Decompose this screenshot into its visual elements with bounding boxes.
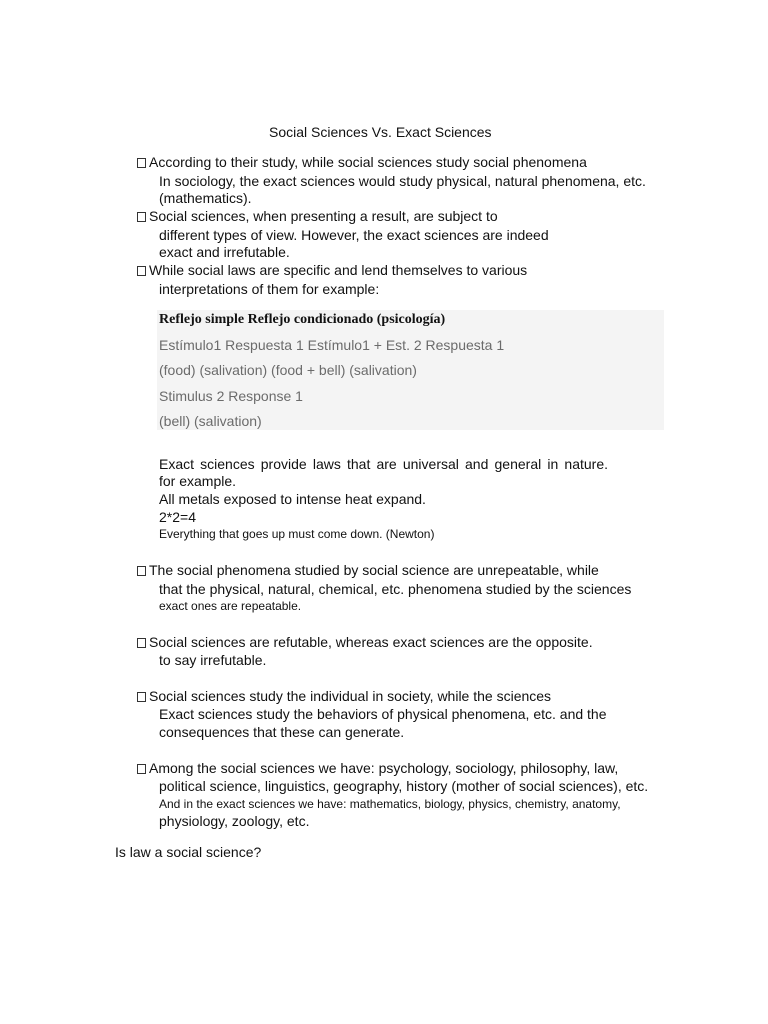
- exact-line-1: Exact sciences provide laws that are universal and general in nature.: [159, 456, 608, 472]
- bullet-3-line-2: interpretations of them for example:: [159, 281, 380, 297]
- bullet-2-line-3: exact and irrefutable.: [159, 244, 290, 260]
- missing-glyph-box-icon: [137, 692, 146, 702]
- bullet-5-line-2: to say irrefutable.: [159, 652, 267, 668]
- bullet-7-line-4: physiology, zoology, etc.: [159, 813, 310, 829]
- missing-glyph-box-icon: [137, 212, 146, 222]
- bullet-6-line-3: consequences that these can generate.: [159, 724, 405, 740]
- exact-line-4: 2*2=4: [159, 509, 196, 525]
- bullet-item-4: [137, 561, 599, 579]
- bullet-2-line-1: Social sciences, when presenting a result, are subject to: [149, 208, 498, 224]
- bullet-6-line-1: Social sciences study the individual in society, while the sciences: [149, 688, 552, 704]
- bullet-7-line-3: And in the exact sciences we have: mathematics, biology, physics, chemistry, anatomy,: [159, 797, 621, 811]
- bullet-item-2: [137, 207, 498, 225]
- exact-line-3: All metals exposed to intense heat expand.: [159, 491, 426, 507]
- bullet-4-line-3: exact ones are repeatable.: [159, 599, 302, 613]
- bullet-1-line-3: (mathematics).: [159, 190, 252, 206]
- bullet-item-7: [137, 759, 618, 777]
- missing-glyph-box-icon: [137, 158, 146, 168]
- missing-glyph-box-icon: [137, 638, 146, 648]
- missing-glyph-box-icon: [137, 566, 146, 576]
- bullet-item-5: [137, 633, 593, 651]
- example-table: [157, 310, 664, 430]
- example-row-1: Estímulo1 Respuesta 1 Estímulo1 + Est. 2 Respuesta 1: [159, 337, 505, 353]
- bullet-4-line-2: that the physical, natural, chemical, etc. phenomena studied by the sciences: [159, 581, 632, 597]
- document-title: Social Sciences Vs. Exact Sciences: [269, 124, 492, 140]
- example-row-3: Stimulus 2 Response 1: [159, 388, 303, 404]
- closing-question: Is law a social science?: [115, 844, 262, 860]
- bullet-1-line-1: According to their study, while social sciences study social phenomena: [149, 154, 587, 170]
- bullet-5-line-1: Social sciences are refutable, whereas exact sciences are the opposite.: [149, 634, 593, 650]
- bullet-6-line-2: Exact sciences study the behaviors of physical phenomena, etc. and the: [159, 706, 607, 722]
- example-row-2: (food) (salivation) (food + bell) (salivation): [159, 362, 417, 378]
- missing-glyph-box-icon: [137, 266, 146, 276]
- bullet-7-line-1: Among the social sciences we have: psychology, sociology, philosophy, law,: [149, 760, 619, 776]
- exact-line-2: for example.: [159, 473, 237, 489]
- bullet-item-6: [137, 687, 551, 705]
- bullet-3-line-1: While social laws are specific and lend themselves to various: [149, 262, 528, 278]
- bullet-2-line-2: different types of view. However, the exact sciences are indeed: [159, 227, 549, 243]
- bullet-item-3: [137, 261, 527, 279]
- bullet-item-1: [137, 153, 587, 171]
- exact-line-5: Everything that goes up must come down. (Newton): [159, 527, 435, 541]
- example-row-4: (bell) (salivation): [159, 413, 262, 429]
- missing-glyph-box-icon: [137, 764, 146, 774]
- example-header: Reflejo simple Reflejo condicionado (psicología): [159, 312, 446, 327]
- bullet-7-line-2: political science, linguistics, geography, history (mother of social sciences), etc.: [159, 778, 649, 794]
- bullet-4-line-1: The social phenomena studied by social science are unrepeatable, while: [149, 562, 599, 578]
- bullet-1-line-2: In sociology, the exact sciences would study physical, natural phenomena, etc.: [159, 173, 646, 189]
